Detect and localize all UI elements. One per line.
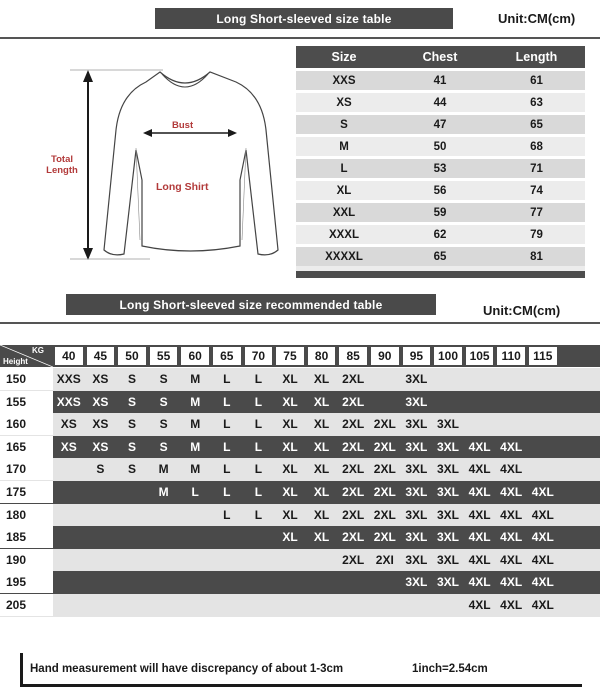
recommend-size-cell [148, 571, 180, 593]
height-cell: 150 [0, 368, 53, 390]
recommend-size-cell [85, 526, 117, 548]
recommend-row [0, 413, 600, 436]
header-chest: Chest [422, 50, 458, 64]
recommend-size-cell [369, 368, 401, 390]
recommend-size-cell [306, 549, 338, 571]
recommend-size-cell [85, 549, 117, 571]
recommend-size-cell [243, 594, 275, 616]
recommend-size-cell [464, 413, 496, 435]
recommend-size-cell: 2XL [342, 530, 365, 545]
middle-divider [0, 322, 600, 324]
size-row [296, 244, 585, 266]
recommend-size-cell [369, 391, 401, 413]
recommend-size-cell: XS [92, 394, 109, 409]
chest-cell: 47 [433, 118, 447, 131]
length-cell: 81 [530, 250, 543, 263]
recommend-table-header [0, 345, 600, 367]
recommend-size-cell: S [127, 417, 136, 432]
recommend-row [0, 526, 600, 549]
recommend-size-cell: XL [282, 507, 298, 522]
recommend-size-cell [116, 571, 148, 593]
recommend-size-cell [53, 594, 85, 616]
bust-label: Bust [172, 120, 194, 131]
weight-header-cell: 80 [308, 347, 336, 365]
recommend-size-cell: 3XL [436, 575, 459, 590]
recommend-size-cell: 2XL [373, 485, 396, 499]
shirt-diagram [0, 60, 290, 270]
recommend-size-cell: 4XL [468, 439, 491, 454]
recommend-size-cell [116, 481, 148, 503]
weight-header-cell: 110 [497, 347, 525, 365]
recommend-size-cell [527, 458, 559, 480]
recommend-size-cell: S [127, 372, 136, 386]
top-divider [0, 37, 600, 39]
recommend-size-cell [274, 549, 306, 571]
weight-header-cell: 45 [87, 347, 115, 365]
height-cell: 170 [0, 458, 53, 480]
recommend-size-cell [211, 571, 243, 593]
recommend-size-cell: S [127, 394, 136, 409]
recommend-size-cell [432, 368, 464, 390]
size-cell: XS [336, 96, 352, 109]
recommend-size-cell: XL [282, 485, 298, 499]
recommend-size-cell [179, 571, 211, 593]
recommend-size-cell: 3XL [405, 439, 428, 454]
recommend-size-cell: L [223, 372, 231, 386]
size-cell: S [340, 118, 348, 131]
recommend-size-cell [85, 594, 117, 616]
recommend-size-cell: XXS [56, 394, 81, 409]
weight-header-cell: 65 [213, 347, 241, 365]
recommend-size-cell: 2XL [373, 462, 396, 477]
recommend-row [0, 436, 600, 459]
size-table-footer-bar [296, 271, 585, 278]
length-cell: 71 [530, 162, 543, 175]
height-label: Height [3, 357, 28, 366]
size-table [296, 46, 585, 278]
size-row [296, 222, 585, 244]
recommend-size-cell: XL [313, 507, 330, 522]
recommend-size-cell [53, 481, 85, 503]
recommend-size-cell [148, 549, 180, 571]
recommend-size-cell: XL [313, 439, 330, 454]
recommend-size-cell: 2XL [342, 394, 365, 409]
recommend-size-cell: XL [313, 417, 330, 432]
recommend-size-cell: S [127, 462, 136, 477]
recommend-size-cell [306, 594, 338, 616]
recommend-size-cell: 4XL [468, 485, 491, 499]
size-cell: XXS [332, 74, 356, 87]
size-cell: L [340, 162, 348, 175]
recommend-size-cell [148, 504, 180, 526]
recommend-size-cell: 4XL [500, 530, 523, 545]
recommend-size-cell [53, 549, 85, 571]
recommend-size-cell [148, 594, 180, 616]
recommend-size-cell [432, 594, 464, 616]
recommend-size-cell: 2XL [373, 439, 396, 454]
weight-header-cell: 115 [529, 347, 557, 365]
chest-cell: 53 [433, 162, 447, 175]
recommend-size-cell: M [190, 439, 201, 454]
recommend-size-cell [369, 571, 401, 593]
size-cell: XXXL [328, 228, 360, 241]
recommend-size-cell: M [190, 417, 201, 432]
size-row [296, 134, 585, 156]
recommend-size-cell: S [159, 439, 168, 454]
recommend-size-cell: XS [60, 417, 77, 432]
recommend-size-cell [211, 549, 243, 571]
height-cell: 190 [0, 549, 53, 571]
recommend-size-cell [464, 391, 496, 413]
recommend-size-cell: S [159, 417, 168, 432]
size-row [296, 68, 585, 90]
chest-cell: 62 [433, 228, 447, 241]
recommend-size-cell [116, 594, 148, 616]
recommend-row [0, 594, 600, 617]
recommend-table-title: Long Short-sleeved size recommended table [66, 294, 436, 315]
recommend-row [0, 549, 600, 572]
recommend-size-cell: 2XL [342, 552, 365, 567]
recommend-size-cell: L [254, 462, 263, 477]
recommend-size-cell [527, 436, 559, 458]
size-row [296, 90, 585, 112]
recommend-size-cell [116, 504, 148, 526]
recommend-size-cell: 3XL [405, 462, 428, 477]
recommend-size-cell: L [223, 439, 231, 454]
height-cell: 180 [0, 504, 53, 526]
height-cell: 175 [0, 481, 53, 503]
recommend-size-cell: XL [282, 372, 298, 386]
recommend-size-cell: 4XL [500, 552, 523, 567]
size-cell: XXL [332, 206, 356, 219]
recommend-size-cell [432, 391, 464, 413]
recommend-size-cell [53, 504, 85, 526]
recommend-size-cell: 4XL [500, 485, 523, 499]
recommend-row [0, 504, 600, 527]
chest-cell: 59 [433, 206, 447, 219]
length-cell: 61 [530, 74, 543, 87]
recommend-size-cell [337, 594, 369, 616]
recommend-size-cell [337, 571, 369, 593]
recommend-size-cell: L [223, 417, 231, 432]
recommend-size-cell: 4XL [531, 485, 554, 499]
recommend-size-cell: S [127, 439, 136, 454]
size-cell: M [339, 140, 349, 153]
recommend-size-cell: L [191, 485, 199, 499]
size-row [296, 178, 585, 200]
recommend-size-cell: M [190, 372, 201, 386]
recommend-size-cell: XL [282, 439, 298, 454]
recommend-size-cell: M [158, 462, 169, 477]
recommend-size-cell [243, 526, 275, 548]
recommend-size-cell: 2XL [342, 485, 365, 499]
recommend-size-cell: L [254, 417, 263, 432]
weight-header-cell: 75 [276, 347, 304, 365]
chest-cell: 65 [433, 250, 447, 263]
recommend-size-cell [179, 549, 211, 571]
recommend-size-cell: S [159, 394, 168, 409]
recommend-size-cell: 2XL [373, 530, 396, 545]
recommend-size-cell: 3XL [436, 417, 459, 432]
size-table-header [296, 46, 585, 68]
kg-label: KG [32, 346, 44, 355]
recommend-size-cell: S [159, 372, 168, 386]
height-cell: 185 [0, 526, 53, 548]
recommend-size-cell: 4XL [468, 530, 491, 545]
recommend-size-cell: 4XL [500, 507, 523, 522]
size-cell: XL [336, 184, 352, 197]
recommend-size-cell [527, 368, 559, 390]
recommend-size-cell [274, 594, 306, 616]
recommend-size-cell: 4XL [468, 462, 491, 477]
height-cell: 195 [0, 571, 53, 593]
recommend-size-cell [495, 413, 527, 435]
recommend-size-cell: L [254, 439, 263, 454]
weight-header-cell: 40 [55, 347, 83, 365]
recommend-size-cell [243, 571, 275, 593]
footer-bottom-bar [20, 684, 582, 687]
recommend-size-cell: 2XL [342, 372, 365, 386]
recommend-size-cell: L [254, 372, 263, 386]
size-row [296, 200, 585, 222]
recommend-size-cell [179, 526, 211, 548]
recommend-size-cell: 2XL [342, 507, 365, 522]
long-shirt-label: Long Shirt [156, 181, 209, 193]
recommend-row [0, 571, 600, 594]
recommend-size-cell: XS [60, 439, 77, 454]
kg-height-corner [0, 345, 53, 367]
recommend-size-cell: 4XL [531, 552, 554, 567]
recommend-size-cell: 4XL [531, 530, 554, 545]
recommend-size-cell: 4XL [500, 439, 523, 454]
recommend-size-cell: L [223, 462, 231, 477]
recommend-size-cell [85, 504, 117, 526]
length-cell: 74 [530, 184, 543, 197]
recommend-row [0, 481, 600, 504]
weight-header-cell: 90 [371, 347, 399, 365]
recommend-size-cell: XS [92, 417, 109, 432]
recommend-size-cell: 2XL [342, 462, 365, 477]
recommend-table-unit: Unit:CM(cm) [483, 303, 561, 318]
length-cell: 79 [530, 228, 543, 241]
chest-cell: 56 [433, 184, 447, 197]
recommend-size-cell [85, 571, 117, 593]
chest-cell: 41 [433, 74, 447, 87]
recommend-size-cell: 3XL [436, 485, 459, 499]
recommend-size-cell: L [223, 485, 231, 499]
recommend-size-cell [148, 526, 180, 548]
recommend-size-cell: 2XL [373, 507, 396, 522]
recommend-size-cell [401, 594, 433, 616]
recommend-size-cell: L [254, 485, 263, 499]
recommend-size-cell: 4XL [531, 575, 554, 590]
weight-header-cell: 105 [466, 347, 494, 365]
recommend-size-cell [53, 458, 85, 480]
recommend-size-cell [464, 368, 496, 390]
recommend-size-cell: L [223, 507, 231, 522]
height-cell: 165 [0, 436, 53, 458]
recommend-size-cell: 4XL [500, 575, 523, 590]
recommend-size-cell: L [254, 394, 263, 409]
recommend-size-cell: M [158, 485, 169, 499]
recommend-size-cell: 4XL [500, 598, 523, 612]
recommend-size-cell: 2XL [342, 417, 365, 432]
weight-header-cell: 70 [245, 347, 273, 365]
recommend-size-cell [85, 481, 117, 503]
recommend-size-cell [369, 594, 401, 616]
recommend-size-cell [116, 526, 148, 548]
recommend-size-cell: 3XL [405, 417, 428, 432]
recommend-size-cell [179, 594, 211, 616]
recommend-size-cell [306, 571, 338, 593]
weight-header-cell: 85 [339, 347, 367, 365]
size-table-unit: Unit:CM(cm) [498, 11, 576, 26]
recommend-size-cell: XL [313, 530, 330, 545]
recommend-size-cell: 3XL [405, 575, 428, 590]
chest-cell: 44 [433, 96, 447, 109]
recommend-size-cell: 3XL [405, 507, 428, 522]
total-length-label: Total Length [46, 154, 78, 176]
measurement-note: Hand measurement will have discrepancy of about 1-3cm [30, 663, 344, 675]
recommend-size-cell [527, 391, 559, 413]
footer-left-bar [20, 653, 23, 687]
weight-header-cell: 55 [150, 347, 178, 365]
recommend-size-cell [274, 571, 306, 593]
recommend-size-cell: 3XL [436, 507, 459, 522]
header-size: Size [331, 50, 357, 64]
recommend-size-cell: 3XL [405, 394, 428, 409]
recommend-size-cell: 2XL [373, 417, 396, 432]
recommend-size-cell [211, 594, 243, 616]
recommend-size-cell: XL [313, 485, 330, 499]
height-cell: 160 [0, 413, 53, 435]
recommend-row [0, 458, 600, 481]
recommend-size-cell [211, 526, 243, 548]
recommend-size-cell: 4XL [500, 462, 523, 477]
recommend-size-cell: 3XL [436, 530, 459, 545]
length-cell: 65 [530, 118, 543, 131]
recommend-size-cell: XL [313, 394, 330, 409]
length-cell: 68 [530, 140, 543, 153]
recommend-size-cell: 3XL [405, 372, 428, 386]
recommend-size-cell: 4XL [531, 507, 554, 522]
recommend-size-cell: 4XL [468, 598, 491, 612]
recommend-size-cell: 3XL [436, 552, 459, 567]
chest-cell: 50 [433, 140, 447, 153]
recommend-size-cell: XL [282, 530, 298, 545]
recommend-size-cell [53, 526, 85, 548]
inch-conversion: 1inch=2.54cm [412, 663, 488, 675]
recommend-size-cell [495, 368, 527, 390]
recommend-size-cell [495, 391, 527, 413]
recommend-size-cell: L [254, 507, 263, 522]
recommend-size-cell: XL [282, 394, 298, 409]
recommend-size-cell: 2XL [342, 439, 365, 454]
recommend-size-cell: 4XL [468, 552, 491, 567]
recommend-size-cell: 3XL [405, 552, 428, 567]
recommend-size-cell: 2XI [375, 552, 394, 567]
recommend-size-cell: XS [92, 439, 109, 454]
size-row [296, 156, 585, 178]
height-cell: 205 [0, 594, 53, 616]
recommend-row [0, 368, 600, 391]
recommend-size-cell: 4XL [531, 598, 554, 612]
recommend-size-cell: L [223, 394, 231, 409]
recommend-size-cell [243, 549, 275, 571]
recommend-size-cell: 3XL [405, 530, 428, 545]
recommend-size-cell: XL [282, 417, 298, 432]
recommend-size-cell: XXS [56, 372, 81, 386]
size-cell: XXXXL [325, 250, 363, 263]
header-length: Length [515, 50, 558, 64]
recommend-size-cell: XL [313, 462, 330, 477]
recommend-size-cell [179, 504, 211, 526]
recommend-size-cell: XL [282, 462, 298, 477]
length-cell: 63 [530, 96, 543, 109]
weight-header-cell: 95 [403, 347, 431, 365]
recommend-size-cell: XL [313, 372, 330, 386]
recommend-size-cell: M [190, 462, 201, 477]
recommend-row [0, 391, 600, 414]
weight-header-cell: 60 [181, 347, 209, 365]
height-cell: 155 [0, 391, 53, 413]
size-table-title: Long Short-sleeved size table [155, 8, 453, 29]
recommend-size-cell [53, 571, 85, 593]
footer-note-box [20, 653, 582, 687]
recommend-size-cell [527, 413, 559, 435]
recommend-size-cell: 3XL [436, 462, 459, 477]
recommend-size-cell: 3XL [436, 439, 459, 454]
recommend-size-cell: 3XL [405, 485, 428, 499]
recommend-size-cell: XS [92, 372, 109, 386]
length-cell: 77 [530, 206, 543, 219]
weight-header-cell: 100 [434, 347, 462, 365]
recommend-size-cell: M [190, 394, 201, 409]
weight-header-cell: 50 [118, 347, 146, 365]
recommend-size-cell [116, 549, 148, 571]
recommend-size-cell: S [96, 462, 105, 477]
recommend-size-cell: 4XL [468, 507, 491, 522]
size-row [296, 112, 585, 134]
recommend-size-cell: 4XL [468, 575, 491, 590]
